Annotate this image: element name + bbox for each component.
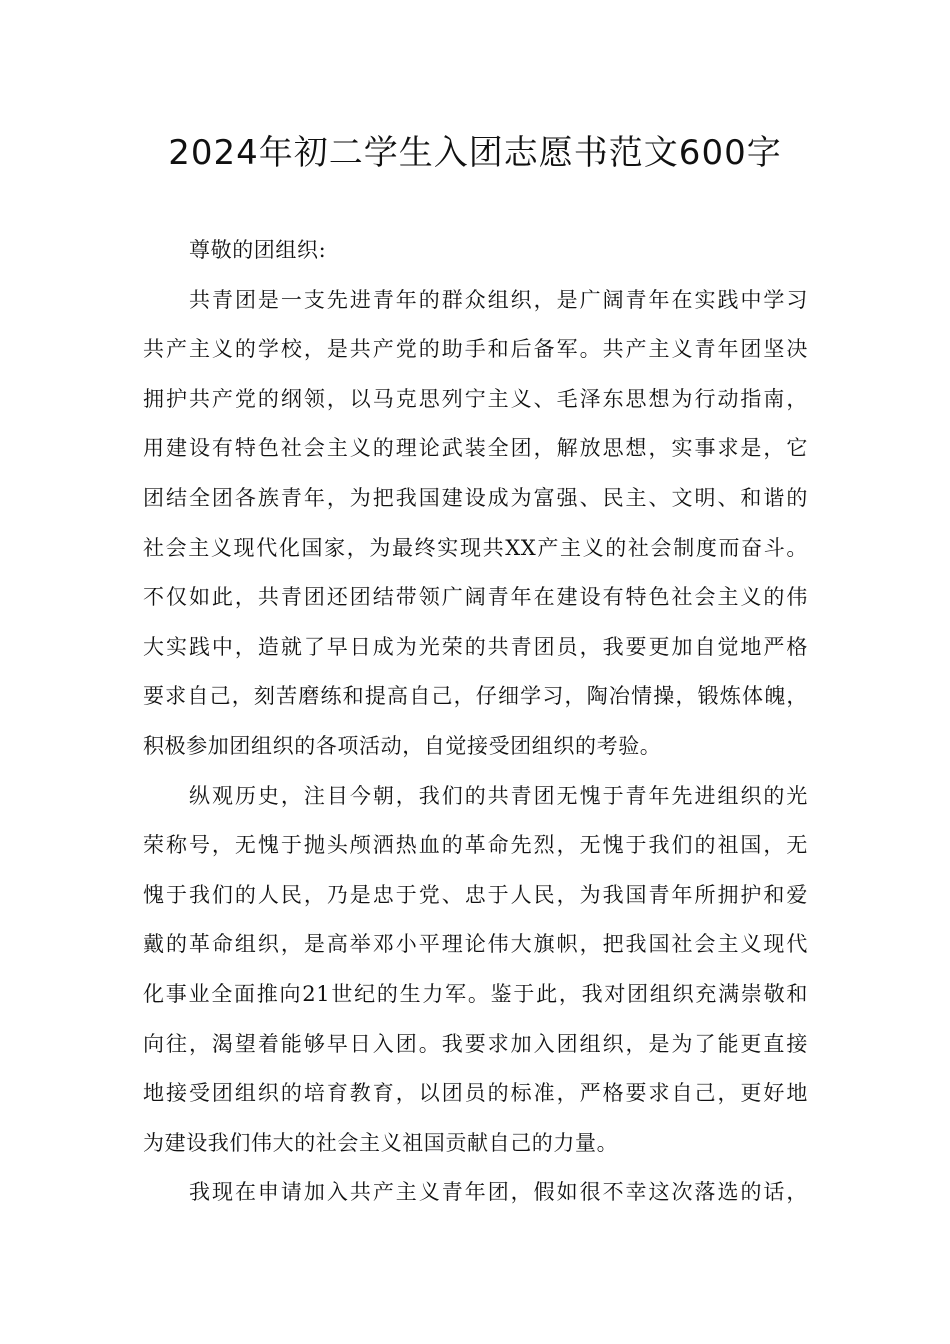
text-line: 纵观历史，注目今朝，我们的共青团无愧于青年先进组织的光 — [189, 783, 808, 808]
text-line: 大实践中，造就了早日成为光荣的共青团员，我要更加自觉地严格 — [143, 634, 808, 659]
text-line: 我现在申请加入共产主义青年团，假如很不幸这次落选的话， — [189, 1180, 808, 1205]
text-line: 共青团是一支先进青年的群众组织，是广阔青年在实践中学习 — [189, 287, 808, 312]
salutation: 尊敬的团组织: — [189, 238, 327, 262]
text-line: 愧于我们的人民，乃是忠于党、忠于人民，为我国青年所拥护和爱 — [143, 882, 808, 907]
document-body — [143, 226, 808, 1218]
text-line: 为建设我们伟大的社会主义祖国贡献自己的力量。 — [143, 1130, 619, 1155]
text-line: 用建设有特色社会主义的理论武装全团，解放思想，实事求是，它 — [143, 436, 808, 461]
text-line: 社会主义现代化国家，为最终实现共XX产主义的社会制度而奋斗。 — [143, 535, 808, 560]
text-line: 共产主义的学校，是共产党的助手和后备军。共产主义青年团坚决 — [143, 337, 808, 362]
text-line: 地接受团组织的培育教育，以团员的标准，严格要求自己，更好地 — [143, 1081, 808, 1106]
text-line: 积极参加团组织的各项活动，自觉接受团组织的考验。 — [143, 733, 662, 758]
text-line: 戴的革命组织，是高举邓小平理论伟大旗帜，把我国社会主义现代 — [143, 932, 808, 957]
text-line: 化事业全面推向21世纪的生力军。鉴于此，我对团组织充满崇敬和 — [143, 981, 808, 1006]
text-line: 拥护共产党的纲领，以马克思列宁主义、毛泽东思想为行动指南， — [143, 386, 808, 411]
text-line: 不仅如此，共青团还团结带领广阔青年在建设有特色社会主义的伟 — [143, 585, 808, 610]
text-line: 要求自己，刻苦磨练和提高自己，仔细学习，陶冶情操，锻炼体魄， — [143, 684, 808, 709]
text-line: 向往，渴望着能够早日入团。我要求加入团组织，是为了能更直接 — [143, 1031, 808, 1056]
text-line: 团结全团各族青年，为把我国建设成为富强、民主、文明、和谐的 — [143, 485, 808, 510]
document-title: 2024年初二学生入团志愿书范文600字 — [168, 133, 782, 173]
text-line: 荣称号，无愧于抛头颅洒热血的革命先烈，无愧于我们的祖国，无 — [143, 833, 808, 858]
